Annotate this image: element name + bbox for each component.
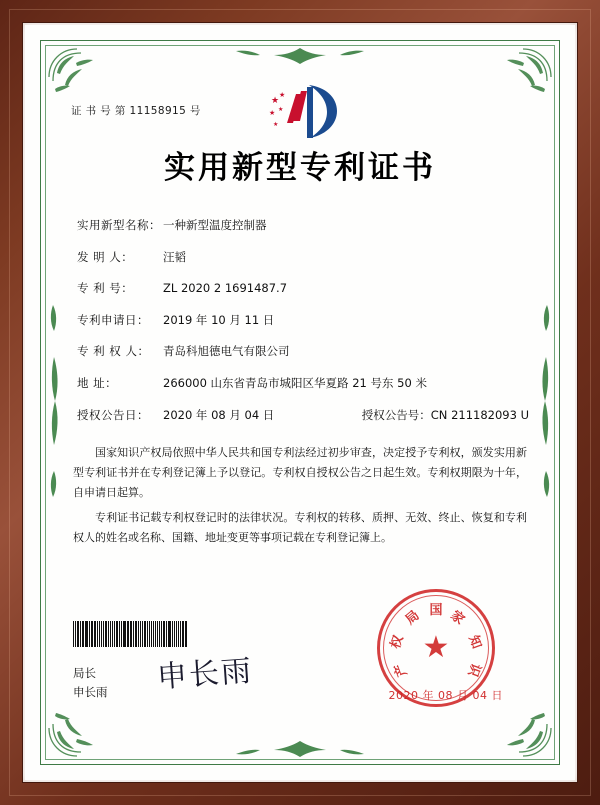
certificate-paper	[25, 25, 575, 780]
field-label: 发 明 人：	[77, 249, 134, 264]
field-value: 266000 山东省青岛市城阳区华夏路 21 号东 50 米	[163, 375, 427, 390]
field-value: 汪韬	[163, 249, 186, 264]
legal-paragraph: 专利证书记载专利权登记时的法律状况。专利权的转移、质押、无效、终止、恢复和专利权人的姓名或名称、国籍、地址变更等事项记载在专利登记簿上。	[73, 510, 527, 545]
field-row	[77, 249, 529, 265]
barcode	[73, 621, 191, 647]
seal-character: 知	[465, 633, 484, 651]
signature-name-label: 申长雨	[73, 685, 108, 700]
seal-character: 局	[402, 608, 423, 628]
cnipa-logo-icon	[263, 81, 349, 145]
seal-character: 识	[464, 661, 483, 679]
signature-block	[73, 664, 108, 703]
field-label: 授权公告日：	[77, 407, 149, 422]
field-row	[77, 280, 529, 296]
svg-text:★: ★	[271, 96, 280, 106]
field-label: 专 利 权 人：	[77, 344, 150, 359]
signature-role-label: 局长	[73, 665, 96, 680]
field-value: 一种新型温度控制器	[163, 218, 267, 232]
field-extra-value: CN 211182093 U	[430, 407, 529, 422]
qr-code	[473, 83, 529, 139]
seal-character: 产	[392, 661, 411, 679]
patent-fields-list	[71, 217, 529, 423]
field-label: 地 址：	[77, 375, 118, 390]
certificate-content	[71, 81, 529, 721]
field-row	[77, 343, 529, 359]
edge-ornament-icon	[230, 45, 370, 71]
svg-text:★: ★	[273, 121, 279, 128]
field-value: ZL 2020 2 1691487.7	[163, 281, 288, 296]
field-row	[77, 312, 529, 328]
svg-text:★: ★	[279, 91, 286, 99]
field-label: 专 利 号：	[77, 281, 134, 296]
field-extra-label: 授权公告号：	[361, 407, 431, 422]
field-value: 2019 年 10 月 11 日	[163, 312, 275, 327]
field-label: 实用新型名称：	[77, 218, 161, 232]
certificate-serial-number: 证 书 号 第 11158915 号	[71, 105, 201, 117]
field-row	[77, 407, 529, 423]
seal-character: 国	[429, 603, 443, 618]
field-value: 2020 年 08 月 04 日	[163, 407, 275, 422]
legal-text-block	[71, 443, 529, 549]
field-row	[77, 217, 529, 233]
seal-date: 2020 年 08 月 04 日	[388, 689, 503, 702]
seal-star-icon: ★	[422, 630, 450, 665]
edge-ornament-icon	[533, 291, 555, 515]
edge-ornament-icon	[230, 734, 370, 760]
seal-character: 权	[388, 633, 407, 651]
page-title: 实用新型专利证书	[164, 150, 436, 186]
field-row	[77, 375, 529, 391]
seal-character: 家	[447, 608, 468, 628]
field-value: 青岛科旭德电气有限公司	[163, 344, 290, 359]
svg-text:★: ★	[269, 109, 276, 117]
legal-paragraph: 国家知识产权局依照中华人民共和国专利法经过初步审查，决定授予专利权，颁发实用新型专利证书并在专利登记簿上予以登记。专利权自授权公告之日起生效。专利权期限为十年，自申请日起算。	[73, 445, 527, 500]
svg-text:★: ★	[278, 106, 284, 113]
edge-ornament-icon	[45, 291, 67, 515]
field-label: 专利申请日：	[77, 312, 149, 327]
handwritten-signature: 申长雨	[155, 653, 255, 696]
